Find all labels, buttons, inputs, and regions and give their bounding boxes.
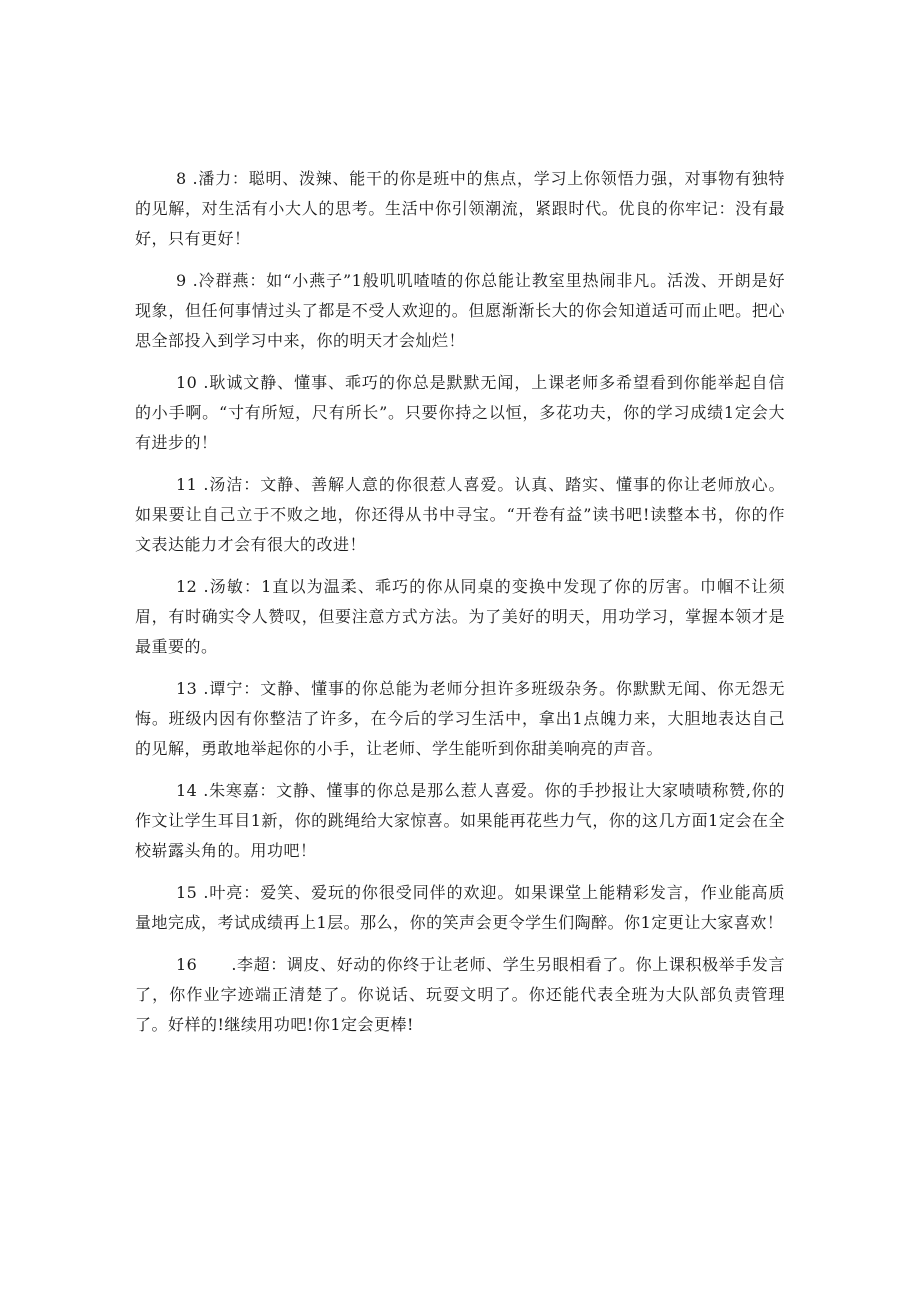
comment-paragraph bbox=[135, 164, 785, 254]
comment-paragraph bbox=[135, 776, 785, 866]
comment-paragraph bbox=[135, 572, 785, 662]
comment-paragraph bbox=[135, 674, 785, 764]
paragraph-number: 8 bbox=[176, 169, 187, 188]
document-body bbox=[135, 164, 785, 1052]
paragraph-number: 11 bbox=[176, 475, 198, 494]
paragraph-text: .汤敏：1直以为温柔、乖巧的你从同桌的变换中发现了你的厉害。巾帼不让须眉，有时确实令人赞叹，但要注意方式方法。为了美好的明天，用功学习，掌握本领才是最重要的。 bbox=[135, 577, 785, 656]
paragraph-number: 16 bbox=[176, 955, 198, 974]
paragraph-text: .耿诚文静、懂事、乖巧的你总是默默无闻，上课老师多希望看到你能举起自信的小手啊。“寸有所短，尺有所长”。只要你持之以恒，多花功夫，你的学习成绩1定会大有进步的！ bbox=[135, 373, 785, 452]
paragraph-number: 13 bbox=[176, 679, 198, 698]
comment-paragraph bbox=[135, 266, 785, 356]
paragraph-number: 14 bbox=[176, 781, 198, 800]
paragraph-number: 12 bbox=[176, 577, 198, 596]
comment-paragraph bbox=[135, 470, 785, 560]
paragraph-number: 15 bbox=[176, 883, 198, 902]
comment-paragraph bbox=[135, 368, 785, 458]
paragraph-text: .朱寒嘉：文静、懂事的你总是那么惹人喜爱。你的手抄报让大家啧啧称赞,你的作文让学生耳目1新，你的跳绳给大家惊喜。如果能再花些力气，你的这几方面1定会在全校崭露头角的。用功吧！ bbox=[135, 781, 785, 860]
paragraph-text: .潘力：聪明、泼辣、能干的你是班中的焦点，学习上你领悟力强，对事物有独特的见解，对生活有小大人的思考。生活中你引领潮流，紧跟时代。优良的你牢记：没有最好，只有更好！ bbox=[135, 169, 785, 248]
comment-paragraph bbox=[135, 878, 785, 938]
paragraph-number: 10 bbox=[176, 373, 198, 392]
paragraph-text: .冷群燕：如“小燕子”1般叽叽喳喳的你总能让教室里热闹非凡。活泼、开朗是好现象，但任何事情过头了都是不受人欢迎的。但愿渐渐长大的你会知道适可而止吧。把心思全部投入到学习中来，你的明天才会灿烂！ bbox=[135, 271, 785, 350]
paragraph-number: 9 bbox=[176, 271, 187, 290]
paragraph-text: .叶亮：爱笑、爱玩的你很受同伴的欢迎。如果课堂上能精彩发言，作业能高质量地完成，考试成绩再上1层。那么，你的笑声会更令学生们陶醉。你1定更让大家喜欢！ bbox=[135, 883, 785, 932]
paragraph-text: .谭宁：文静、懂事的你总能为老师分担许多班级杂务。你默默无闻、你无怨无悔。班级内因有你整洁了许多，在今后的学习生活中，拿出1点魄力来，大胆地表达自己的见解，勇敢地举起你的小手，让老师、学生能听到你甜美响亮的声音。 bbox=[135, 679, 785, 758]
comment-paragraph bbox=[135, 950, 785, 1040]
paragraph-text: .汤洁：文静、善解人意的你很惹人喜爱。认真、踏实、懂事的你让老师放心。如果要让自己立于不败之地，你还得从书中寻宝。“开卷有益”读书吧!读整本书，你的作文表达能力才会有很大的改进！ bbox=[135, 475, 785, 554]
paragraph-text: .李超：调皮、好动的你终于让老师、学生另眼相看了。你上课积极举手发言了，你作业字迹端正清楚了。你说话、玩耍文明了。你还能代表全班为大队部负责管理了。好样的!继续用功吧!你1定会更棒! bbox=[135, 955, 785, 1034]
